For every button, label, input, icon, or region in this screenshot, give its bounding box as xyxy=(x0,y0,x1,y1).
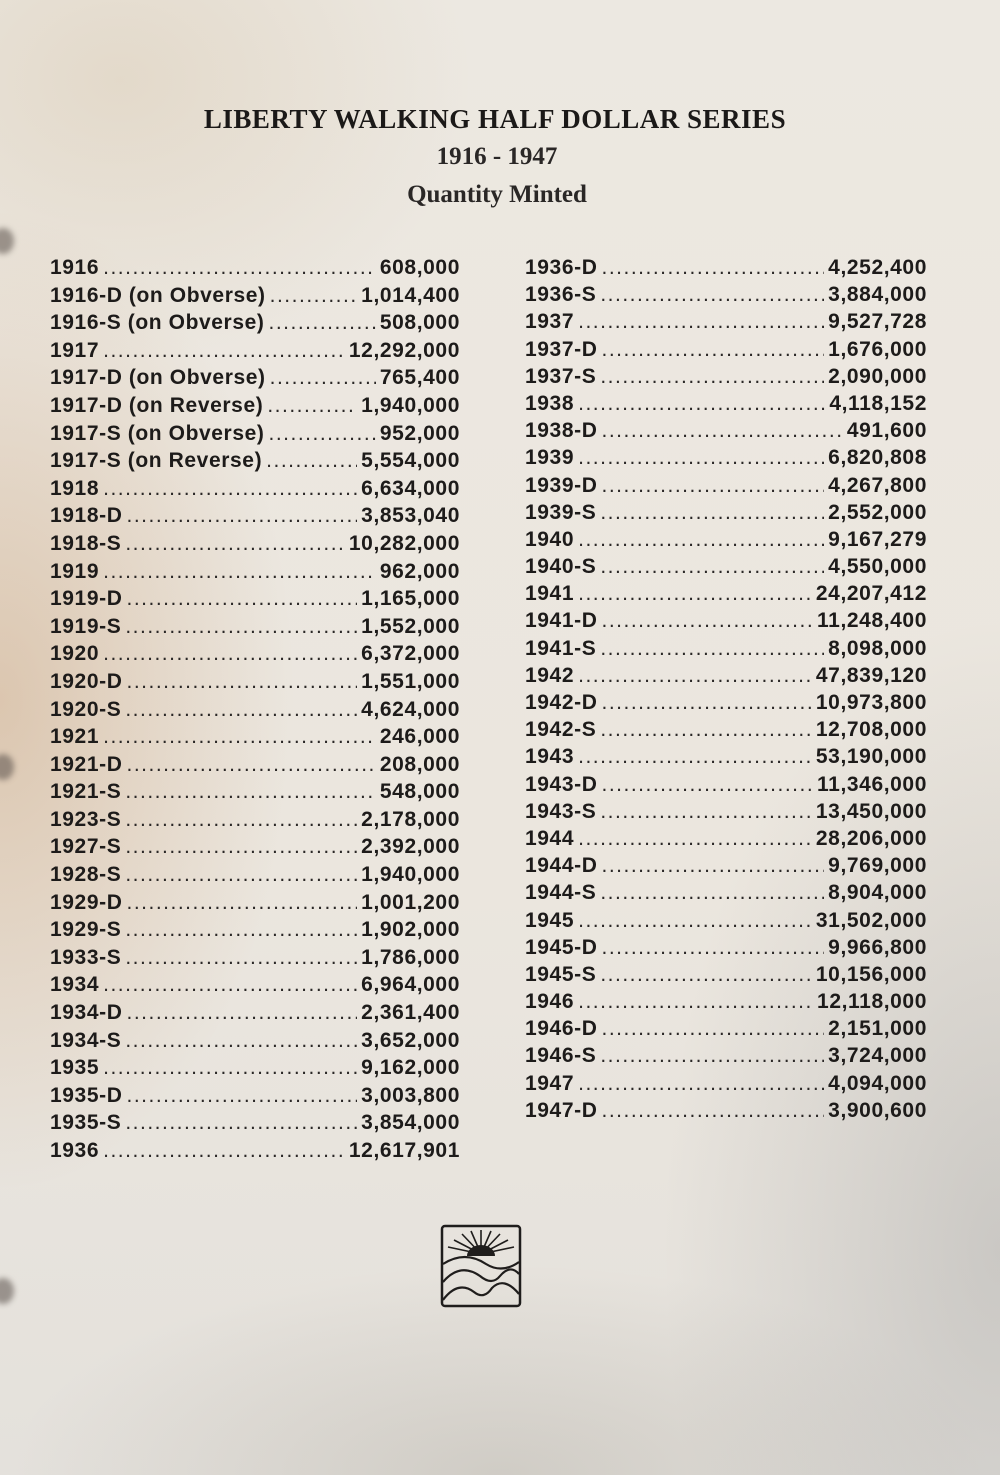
quantity-minted: 4,624,000 xyxy=(361,697,460,721)
coin-year-label: 1942 xyxy=(525,663,575,687)
dot-leader xyxy=(601,691,811,715)
dot-leader xyxy=(600,637,824,661)
quantity-minted: 8,904,000 xyxy=(828,881,927,905)
coin-year-label: 1918-D xyxy=(50,504,123,528)
mintage-row xyxy=(525,691,927,718)
mintage-row xyxy=(525,582,927,609)
quantity-minted: 765,400 xyxy=(379,366,460,390)
mintage-row xyxy=(525,338,927,365)
mintage-row xyxy=(50,560,460,588)
coin-year-label: 1947 xyxy=(525,1071,575,1095)
coin-year-label: 1934-D xyxy=(50,1001,123,1025)
mintage-row xyxy=(525,827,927,854)
coin-year-label: 1944-S xyxy=(525,881,597,905)
mintage-row xyxy=(525,936,927,963)
quantity-minted: 6,964,000 xyxy=(361,973,460,997)
dot-leader xyxy=(578,528,824,552)
dot-leader xyxy=(601,854,824,878)
quantity-minted: 1,676,000 xyxy=(828,337,927,361)
quantity-minted: 4,550,000 xyxy=(828,555,927,579)
quantity-minted: 10,282,000 xyxy=(348,531,460,555)
dot-leader xyxy=(103,642,357,666)
dot-leader xyxy=(267,394,357,418)
mintage-row xyxy=(50,532,460,560)
quantity-minted: 2,090,000 xyxy=(828,364,927,388)
coin-year-label: 1938 xyxy=(525,391,575,415)
quantity-minted: 3,854,000 xyxy=(361,1111,460,1135)
coin-year-label: 1946-D xyxy=(525,1017,598,1041)
coin-year-label: 1935 xyxy=(50,1056,100,1080)
dot-leader xyxy=(601,1017,824,1041)
quantity-minted: 28,206,000 xyxy=(815,826,927,850)
coin-year-label: 1917-D (on Reverse) xyxy=(50,393,264,417)
dot-leader xyxy=(578,446,824,470)
mintage-row xyxy=(525,909,927,936)
coin-year-label: 1917-S (on Obverse) xyxy=(50,421,265,445)
mintage-row xyxy=(50,477,460,505)
mintage-row xyxy=(50,946,460,974)
coin-year-label: 1943-S xyxy=(525,799,597,823)
mintage-row xyxy=(525,1017,927,1044)
coin-year-label: 1943-D xyxy=(525,772,598,796)
coin-year-label: 1936-S xyxy=(525,283,597,307)
coin-year-label: 1935-D xyxy=(50,1083,123,1107)
dot-leader xyxy=(601,256,824,280)
dot-leader xyxy=(600,283,824,307)
quantity-minted: 2,361,400 xyxy=(361,1001,460,1025)
quantity-minted: 952,000 xyxy=(379,421,460,445)
quantity-minted: 1,001,200 xyxy=(361,890,460,914)
dot-leader xyxy=(103,973,357,997)
mintage-row xyxy=(50,449,460,477)
dot-leader xyxy=(126,1001,357,1025)
mintage-row xyxy=(50,835,460,863)
dot-leader xyxy=(103,256,376,280)
dot-leader xyxy=(578,310,824,334)
coin-year-label: 1933-S xyxy=(50,945,122,969)
dot-leader xyxy=(103,1139,345,1163)
mintage-row xyxy=(50,973,460,1001)
coin-year-label: 1917-S (on Reverse) xyxy=(50,449,263,473)
coin-year-label: 1921-D xyxy=(50,752,123,776)
quantity-minted: 246,000 xyxy=(379,725,460,749)
mintage-row xyxy=(50,256,460,284)
dot-leader xyxy=(125,808,357,832)
dot-leader xyxy=(600,1044,824,1068)
quantity-minted: 9,966,800 xyxy=(828,935,927,959)
coin-year-label: 1941 xyxy=(525,582,575,606)
coin-year-label: 1942-D xyxy=(525,691,598,714)
coin-year-label: 1945-S xyxy=(525,962,597,986)
dot-leader xyxy=(600,800,812,824)
dot-leader xyxy=(600,501,824,525)
quantity-minted: 3,853,040 xyxy=(361,504,460,528)
mintage-row xyxy=(525,718,927,745)
coin-year-label: 1919-S xyxy=(50,614,122,638)
quantity-minted: 13,450,000 xyxy=(815,799,927,823)
quantity-minted: 53,190,000 xyxy=(815,745,927,769)
mintage-row xyxy=(525,555,927,582)
quantity-minted: 3,884,000 xyxy=(828,283,927,307)
dot-leader xyxy=(600,881,824,905)
quantity-minted: 47,839,120 xyxy=(815,663,927,687)
coin-year-label: 1934 xyxy=(50,973,100,997)
coin-year-label: 1943 xyxy=(525,745,575,769)
mintage-row xyxy=(50,642,460,670)
coin-year-label: 1940-S xyxy=(525,555,597,579)
dot-leader xyxy=(270,284,358,308)
quantity-minted: 4,118,152 xyxy=(829,391,927,415)
coin-year-label: 1944-D xyxy=(525,854,598,878)
quantity-minted: 3,724,000 xyxy=(828,1044,927,1068)
quantity-minted: 3,652,000 xyxy=(361,1028,460,1052)
quantity-minted: 6,372,000 xyxy=(361,642,460,666)
coin-year-label: 1937-D xyxy=(525,337,598,361)
coin-year-label: 1921 xyxy=(50,725,100,749)
dot-leader xyxy=(578,582,812,606)
mintage-row xyxy=(50,615,460,643)
coin-year-label: 1937-S xyxy=(525,364,597,388)
dot-leader xyxy=(126,587,357,611)
dot-leader xyxy=(578,664,812,688)
mintage-list-right xyxy=(525,256,927,1126)
quantity-minted: 11,248,400 xyxy=(817,609,927,633)
mintage-row xyxy=(50,1001,460,1029)
mintage-row xyxy=(50,698,460,726)
coin-year-label: 1916-D (on Obverse) xyxy=(50,283,266,307)
quantity-minted: 9,167,279 xyxy=(828,527,927,551)
dot-leader xyxy=(268,311,375,335)
mintage-row xyxy=(525,854,927,881)
mintage-row xyxy=(50,1029,460,1057)
mintage-row xyxy=(525,392,927,419)
coin-year-label: 1941-S xyxy=(525,636,597,660)
coin-year-label: 1928-S xyxy=(50,863,122,887)
quantity-minted: 12,708,000 xyxy=(815,718,927,742)
table-caption: Quantity Minted xyxy=(407,181,587,208)
quantity-minted: 548,000 xyxy=(379,780,460,804)
coin-year-label: 1918 xyxy=(50,476,100,500)
dot-leader xyxy=(578,745,812,769)
coin-year-label: 1937 xyxy=(525,310,575,334)
quantity-minted: 12,617,901 xyxy=(348,1139,460,1162)
mintage-row xyxy=(525,1072,927,1099)
dot-leader xyxy=(125,615,357,639)
dot-leader xyxy=(270,366,376,390)
dot-leader xyxy=(601,773,813,797)
quantity-minted: 962,000 xyxy=(379,559,460,583)
year-range: 1916 - 1947 xyxy=(436,143,558,170)
quantity-minted: 491,600 xyxy=(846,419,927,443)
dot-leader xyxy=(126,753,375,777)
mintage-row xyxy=(525,419,927,446)
mintage-row xyxy=(525,990,927,1017)
dot-leader xyxy=(125,918,357,942)
quantity-minted: 10,973,800 xyxy=(815,691,927,714)
mintage-row xyxy=(525,637,927,664)
coin-year-label: 1946 xyxy=(525,990,575,1014)
dot-leader xyxy=(125,532,345,556)
binding-hole xyxy=(0,1278,14,1304)
mintage-row xyxy=(50,891,460,919)
coin-year-label: 1934-S xyxy=(50,1028,122,1052)
quantity-minted: 6,634,000 xyxy=(361,476,460,500)
quantity-minted: 1,786,000 xyxy=(361,945,460,969)
dot-leader xyxy=(601,338,824,362)
coin-year-label: 1947-D xyxy=(525,1098,598,1122)
mintage-row xyxy=(525,800,927,827)
quantity-minted: 8,098,000 xyxy=(828,636,927,660)
dot-leader xyxy=(126,1084,357,1108)
quantity-minted: 1,940,000 xyxy=(361,393,460,417)
mintage-row xyxy=(525,528,927,555)
quantity-minted: 208,000 xyxy=(379,752,460,776)
mintage-row xyxy=(50,1139,460,1167)
coin-year-label: 1920-D xyxy=(50,669,123,693)
coin-year-label: 1919 xyxy=(50,559,100,583)
binding-hole xyxy=(0,228,14,254)
mintage-row xyxy=(50,725,460,753)
mintage-row xyxy=(50,284,460,312)
coin-year-label: 1929-D xyxy=(50,890,123,914)
coin-year-label: 1942-S xyxy=(525,718,597,742)
coin-year-label: 1941-D xyxy=(525,609,598,633)
quantity-minted: 12,118,000 xyxy=(817,990,927,1014)
quantity-minted: 3,003,800 xyxy=(361,1083,460,1107)
dot-leader xyxy=(125,1111,357,1135)
mintage-row xyxy=(50,780,460,808)
dot-leader xyxy=(578,827,812,851)
quantity-minted: 608,000 xyxy=(379,256,460,279)
mintage-row xyxy=(50,670,460,698)
coin-year-label: 1917-D (on Obverse) xyxy=(50,366,266,390)
page-title: LIBERTY WALKING HALF DOLLAR SERIES xyxy=(203,104,787,134)
quantity-minted: 9,769,000 xyxy=(828,854,927,878)
mintage-row xyxy=(525,283,927,310)
dot-leader xyxy=(600,963,812,987)
dot-leader xyxy=(600,555,824,579)
mintage-row xyxy=(50,422,460,450)
mintage-row xyxy=(525,664,927,691)
mintage-row xyxy=(50,808,460,836)
coin-year-label: 1945 xyxy=(525,908,575,932)
dot-leader xyxy=(103,725,376,749)
mintage-row xyxy=(525,773,927,800)
quantity-minted: 1,552,000 xyxy=(361,614,460,638)
quantity-minted: 9,527,728 xyxy=(828,310,927,334)
coin-year-label: 1916 xyxy=(50,256,100,279)
quantity-minted: 1,940,000 xyxy=(361,863,460,887)
quantity-minted: 2,392,000 xyxy=(361,835,460,859)
quantity-minted: 5,554,000 xyxy=(361,449,460,473)
quantity-minted: 6,820,808 xyxy=(828,446,927,470)
quantity-minted: 2,552,000 xyxy=(828,500,927,524)
dot-leader xyxy=(125,946,357,970)
mintage-row xyxy=(525,881,927,908)
dot-leader xyxy=(125,698,357,722)
coin-year-label: 1918-S xyxy=(50,531,122,555)
dot-leader xyxy=(125,780,376,804)
dot-leader xyxy=(268,422,375,446)
mintage-row xyxy=(50,918,460,946)
mintage-row xyxy=(525,365,927,392)
coin-year-label: 1945-D xyxy=(525,935,598,959)
dot-leader xyxy=(601,1099,824,1123)
sunrise-mountains-logo-icon xyxy=(440,1224,522,1308)
mintage-row xyxy=(525,474,927,501)
mintage-list-left xyxy=(50,256,460,1167)
dot-leader xyxy=(600,718,812,742)
quantity-minted: 2,178,000 xyxy=(361,807,460,831)
quantity-minted: 31,502,000 xyxy=(815,908,927,932)
coin-year-label: 1936-D xyxy=(525,256,598,279)
binding-hole xyxy=(0,754,14,780)
coin-year-label: 1935-S xyxy=(50,1111,122,1135)
coin-year-label: 1939-S xyxy=(525,500,597,524)
quantity-minted: 2,151,000 xyxy=(828,1017,927,1041)
mintage-row xyxy=(50,587,460,615)
quantity-minted: 11,346,000 xyxy=(817,772,927,796)
dot-leader xyxy=(103,560,376,584)
mintage-row xyxy=(50,863,460,891)
mintage-row xyxy=(50,1056,460,1084)
quantity-minted: 1,902,000 xyxy=(361,918,460,942)
mintage-row xyxy=(525,963,927,990)
dot-leader xyxy=(266,449,357,473)
quantity-minted: 9,162,000 xyxy=(361,1056,460,1080)
coin-year-label: 1940 xyxy=(525,527,575,551)
mintage-row xyxy=(525,609,927,636)
coin-year-label: 1917 xyxy=(50,338,100,362)
dot-leader xyxy=(126,504,357,528)
mintage-row xyxy=(50,311,460,339)
coin-year-label: 1916-S (on Obverse) xyxy=(50,311,265,335)
mintage-row xyxy=(50,339,460,367)
mintage-row xyxy=(525,1099,927,1126)
dot-leader xyxy=(126,670,357,694)
mintage-row xyxy=(525,1044,927,1071)
mintage-row xyxy=(50,1111,460,1139)
dot-leader xyxy=(125,835,357,859)
dot-leader xyxy=(578,990,813,1014)
dot-leader xyxy=(600,365,824,389)
quantity-minted: 1,014,400 xyxy=(361,283,460,307)
quantity-minted: 4,252,400 xyxy=(828,256,927,279)
coin-year-label: 1929-S xyxy=(50,918,122,942)
coin-year-label: 1920 xyxy=(50,642,100,666)
coin-year-label: 1944 xyxy=(525,826,575,850)
mintage-row xyxy=(50,1084,460,1112)
coin-year-label: 1920-S xyxy=(50,697,122,721)
coin-year-label: 1938-D xyxy=(525,419,598,443)
mintage-row xyxy=(525,310,927,337)
coin-year-label: 1921-S xyxy=(50,780,122,804)
coin-year-label: 1919-D xyxy=(50,587,123,611)
dot-leader xyxy=(601,609,813,633)
mintage-row xyxy=(525,501,927,528)
dot-leader xyxy=(125,863,357,887)
dot-leader xyxy=(578,1072,824,1096)
dot-leader xyxy=(578,909,812,933)
mintage-row xyxy=(525,745,927,772)
quantity-minted: 4,094,000 xyxy=(828,1071,927,1095)
dot-leader xyxy=(601,419,842,443)
dot-leader xyxy=(126,891,357,915)
quantity-minted: 1,165,000 xyxy=(361,587,460,611)
dot-leader xyxy=(125,1029,357,1053)
dot-leader xyxy=(103,339,345,363)
mintage-row xyxy=(525,446,927,473)
dot-leader xyxy=(103,1056,357,1080)
coin-year-label: 1939 xyxy=(525,446,575,470)
mintage-row xyxy=(50,366,460,394)
mintage-row xyxy=(50,504,460,532)
dot-leader xyxy=(601,936,824,960)
coin-year-label: 1936 xyxy=(50,1139,100,1162)
coin-year-label: 1923-S xyxy=(50,807,122,831)
mintage-row xyxy=(525,256,927,283)
dot-leader xyxy=(578,392,825,416)
quantity-minted: 508,000 xyxy=(379,311,460,335)
quantity-minted: 12,292,000 xyxy=(348,338,460,362)
mintage-row xyxy=(50,753,460,781)
dot-leader xyxy=(601,474,824,498)
quantity-minted: 3,900,600 xyxy=(828,1098,927,1122)
quantity-minted: 24,207,412 xyxy=(815,582,927,606)
mintage-row xyxy=(50,394,460,422)
coin-year-label: 1927-S xyxy=(50,835,122,859)
quantity-minted: 10,156,000 xyxy=(815,962,927,986)
quantity-minted: 1,551,000 xyxy=(361,669,460,693)
quantity-minted: 4,267,800 xyxy=(828,473,927,497)
coin-year-label: 1939-D xyxy=(525,473,598,497)
dot-leader xyxy=(103,477,357,501)
coin-year-label: 1946-S xyxy=(525,1044,597,1068)
